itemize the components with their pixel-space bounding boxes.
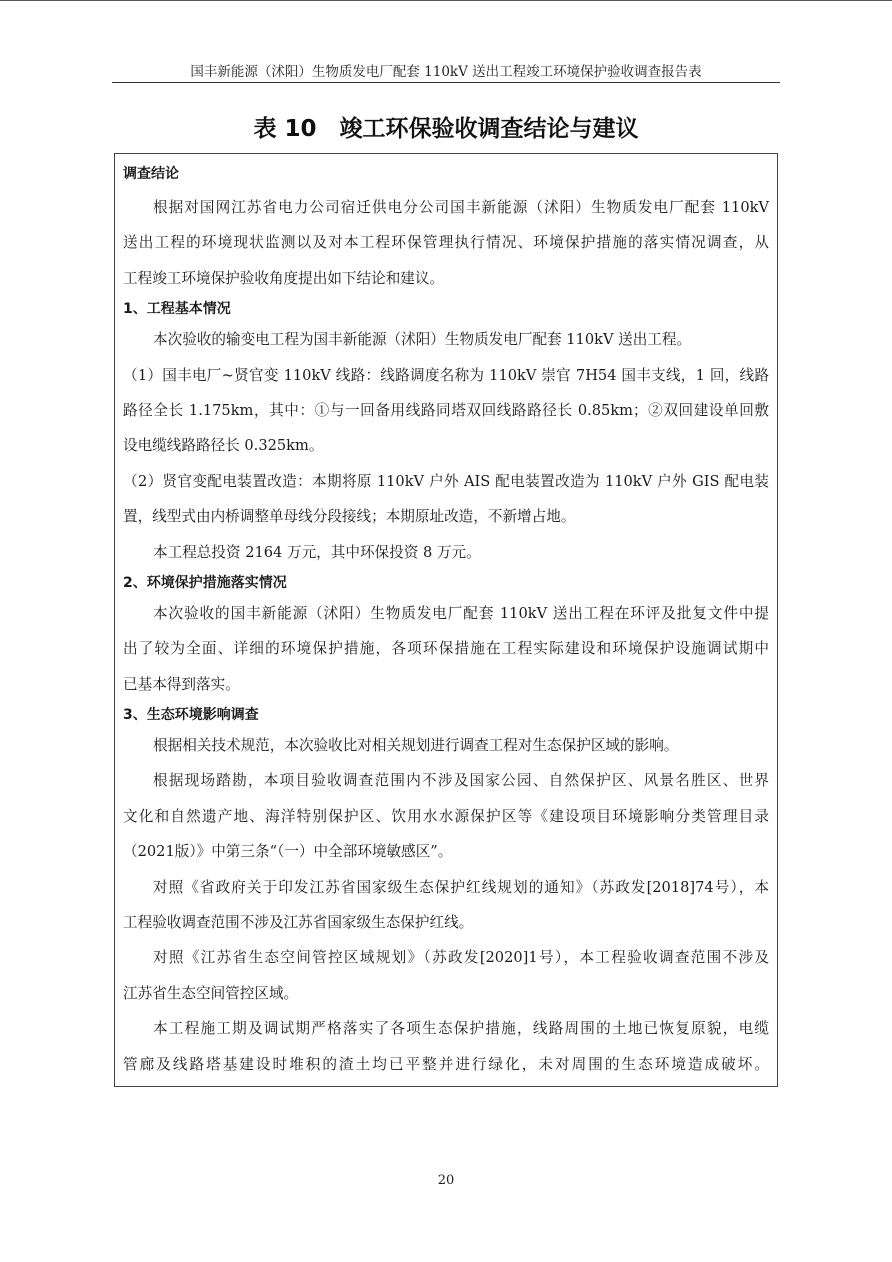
paragraph-line: 送出工程的环境现状监测以及对本工程环保管理执行情况、环境保护措施的落实情况调查，从 — [123, 234, 769, 252]
paragraph-line: 管廊及线路塔基建设时堆积的渣土均已平整并进行绿化，未对周围的生态环境造成破坏。 — [123, 1055, 769, 1073]
paragraph-line: 工程竣工环境保护验收角度提出如下结论和建议。 — [123, 269, 445, 287]
table-title: 表 10 竣工环保验收调查结论与建议 — [253, 116, 639, 142]
subsection-heading: 3、生态环境影响调查 — [123, 707, 259, 724]
page-number: 20 — [437, 1173, 455, 1188]
paragraph-line: 工程验收调查范围不涉及江苏省国家级生态保护红线。 — [123, 914, 474, 932]
conclusion-table-frame — [114, 153, 778, 1087]
paragraph-line: 根据对国网江苏省电力公司宿迁供电分公司国丰新能源（沭阳）生物质发电厂配套 110kV — [153, 199, 769, 216]
paragraph-line: 根据现场踏勘，本项目验收调查范围内不涉及国家公园、自然保护区、风景名胜区、世界 — [153, 772, 769, 790]
paragraph-line: 文化和自然遗产地、海洋特别保护区、饮用水水源保护区等《建设项目环境影响分类管理目录 — [123, 807, 769, 825]
paragraph-line: 本次验收的输变电工程为国丰新能源（沭阳）生物质发电厂配套 110kV 送出工程。 — [153, 331, 692, 349]
header-rule — [112, 82, 780, 83]
running-header: 国丰新能源（沭阳）生物质发电厂配套 110kV 送出工程竣工环境保护验收调查报告表 — [190, 64, 702, 80]
paragraph-line: 本次验收的国丰新能源（沭阳）生物质发电厂配套 110kV 送出工程在环评及批复文件中提 — [153, 604, 769, 622]
paragraph-line: 根据相关技术规范，本次验收比对相关规划进行调查工程对生态保护区域的影响。 — [153, 737, 679, 755]
paragraph-line: 出了较为全面、详细的环境保护措施，各项环保措施在工程实际建设和环境保护设施调试期中 — [123, 640, 769, 658]
subsection-heading: 1、工程基本情况 — [123, 301, 231, 318]
paragraph-line: 本工程施工期及调试期严格落实了各项生态保护措施，线路周围的土地已恢复原貌，电缆 — [153, 1020, 769, 1038]
paragraph-line: 置，线型式由内桥调整单母线分段接线；本期原址改造，不新增占地。 — [123, 508, 576, 526]
paragraph-line: 路径全长 1.175km，其中：①与一回备用线路同塔双回线路路径长 0.85km；②双回建设单回敷 — [123, 401, 769, 419]
paragraph-line: 本工程总投资 2164 万元，其中环保投资 8 万元。 — [153, 543, 481, 561]
paragraph-line: （2）贤官变配电装置改造：本期将原 110kV 户外 AIS 配电装置改造为 110kV 户外 GIS 配电装 — [123, 472, 769, 490]
paragraph-line: 设电缆线路路径长 0.325km。 — [123, 437, 324, 455]
page-top-edge-line — [0, 0, 892, 1]
paragraph-line: （1）国丰电厂~贤官变 110kV 线路：线路调度名称为 110kV 崇官 7H54 国丰支线，1 回，线路 — [123, 366, 769, 384]
paragraph-line: 对照《省政府关于印发江苏省国家级生态保护红线规划的通知》（苏政发[2018]74号），本 — [153, 878, 769, 896]
paragraph-line: 已基本得到落实。 — [123, 675, 240, 693]
paragraph-line: （2021版）》中第三条“（一）中全部环境敏感区”。 — [123, 843, 453, 861]
paragraph-line: 江苏省生态空间管控区域。 — [123, 984, 299, 1002]
paragraph-line: 对照《江苏省生态空间管控区域规划》（苏政发[2020]1号），本工程验收调查范围不涉及 — [153, 949, 769, 967]
section-heading: 调查结论 — [123, 166, 179, 182]
body-text — [123, 190, 769, 1082]
subsection-heading: 2、环境保护措施落实情况 — [123, 574, 287, 591]
